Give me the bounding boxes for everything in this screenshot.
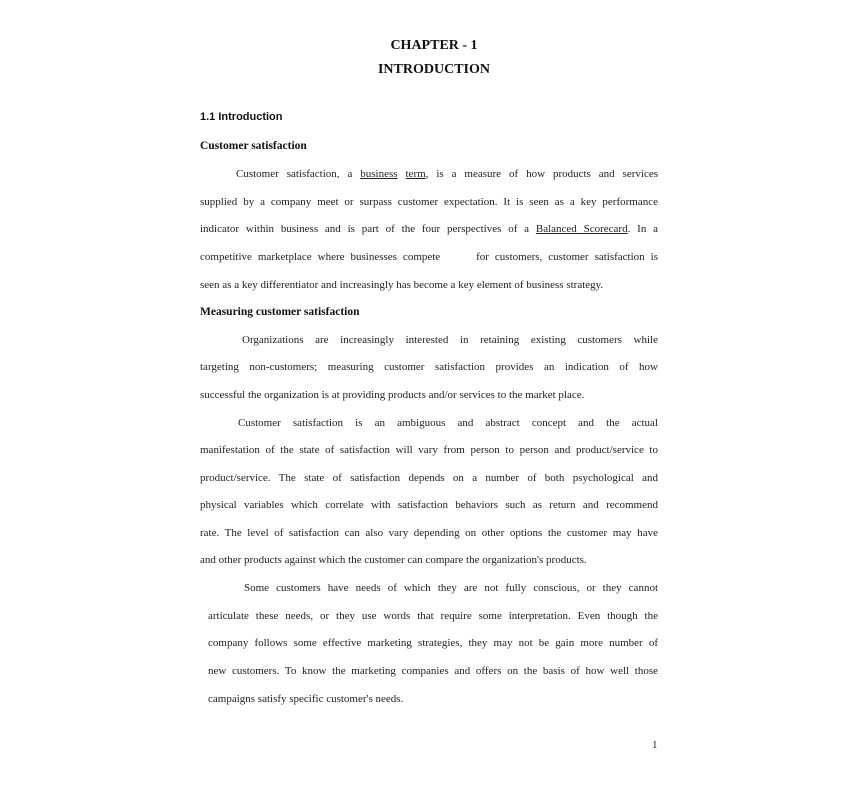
paragraph-line: articulate these needs, or they use words that require some interpretation. Even though the <box>208 610 658 622</box>
section-heading: 1.1 Introduction <box>200 111 283 123</box>
paragraph-line: targeting non-customers; measuring customer satisfaction provides an indication of how <box>200 361 658 373</box>
paragraph-line: Organizations are increasingly interested in retaining existing customers while <box>242 334 658 346</box>
paragraph-line: rate. The level of satisfaction can also vary depending on other options the customer may have <box>200 527 658 539</box>
chapter-number: CHAPTER - 1 <box>390 38 478 53</box>
balanced-scorecard-link[interactable]: Balanced Scorecard <box>535 223 628 235</box>
paragraph-line: product/service. The state of satisfaction depends on a number of both psychological and <box>200 472 658 484</box>
paragraph-line: physical variables which correlate with satisfaction behaviors such as return and recommend <box>200 499 658 511</box>
paragraph-line: Customer satisfaction, a business term, is a measure of how products and services <box>236 168 658 180</box>
chapter-title: INTRODUCTION <box>377 62 490 77</box>
paragraph-line: supplied by a company meet or surpass customer expectation. It is seen as a key performance <box>200 196 658 208</box>
paragraph-line: indicator within business and is part of the four perspectives of a Balanced Scorecard. In a <box>200 223 659 235</box>
paragraph-line: company follows some effective marketing strategies, they may not be gain more number of <box>208 637 658 649</box>
paragraph-line: successful the organization is at providing products and/or services to the market place. <box>200 389 585 401</box>
measuring-heading: Measuring customer satisfaction <box>200 306 360 318</box>
term-link[interactable]: term <box>405 168 426 180</box>
paragraph-line: campaigns satisfy specific customer's needs. <box>208 693 404 705</box>
paragraph-line: seen as a key differentiator and increasingly has become a key element of business strategy. <box>200 279 604 291</box>
paragraph-line: Some customers have needs of which they are not fully conscious, or they cannot <box>244 582 658 594</box>
customer-satisfaction-heading: Customer satisfaction <box>200 140 307 152</box>
paragraph-line: Customer satisfaction is an ambiguous and abstract concept and the actual <box>238 417 658 429</box>
paragraph-line: and other products against which the customer can compare the organization's products. <box>200 554 587 566</box>
paragraph-line: new customers. To know the marketing companies and offers on the basis of how well those <box>208 665 658 677</box>
paragraph-line: manifestation of the state of satisfaction will vary from person to person and product/service to <box>200 444 658 456</box>
business-link[interactable]: business <box>360 168 398 180</box>
paragraph-line: competitive marketplace where businesses compete for customers, customer satisfaction is <box>200 251 658 263</box>
page-number: 1 <box>652 739 658 751</box>
